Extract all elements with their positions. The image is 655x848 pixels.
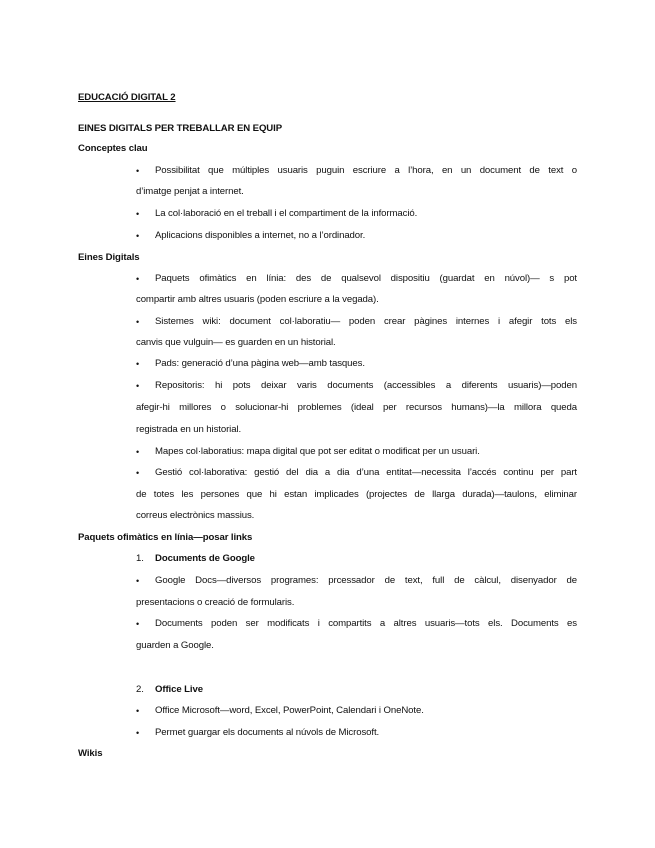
concepts-heading: Conceptes clau xyxy=(78,143,148,154)
bullet-icon: • xyxy=(136,166,140,176)
bullet-icon: • xyxy=(136,706,140,716)
wikis-heading: Wikis xyxy=(78,748,103,759)
google-item-1-line-2: presentacions o creació de formularis. xyxy=(136,597,295,608)
tools-heading: Eines Digitals xyxy=(78,252,140,263)
concept-item-1-line-2: d’imatge penjat a internet. xyxy=(136,186,244,197)
google-title: Documents de Google xyxy=(155,553,255,564)
document-title: EDUCACIÓ DIGITAL 2 xyxy=(78,92,176,103)
office-suites-heading: Paquets ofimàtics en línia—posar links xyxy=(78,532,253,543)
concept-item-1-line-1: Possibilitat que múltiples usuaris puguin escriure a l’hora, en un document de text o xyxy=(155,165,577,176)
tool-item-3: Pads: generació d’una pàgina web—amb tasques. xyxy=(155,358,365,369)
bullet-icon: • xyxy=(136,317,140,327)
bullet-icon: • xyxy=(136,274,140,284)
bullet-icon: • xyxy=(136,468,140,478)
concept-item-3: Aplicacions disponibles a internet, no a l’ordinador. xyxy=(155,230,366,241)
section-heading: EINES DIGITALS PER TREBALLAR EN EQUIP xyxy=(78,123,283,134)
tool-item-1-line-1: Paquets ofimàtics en línia: des de qualsevol dispositiu (guardat en núvol)— s pot xyxy=(155,273,577,284)
bullet-icon: • xyxy=(136,447,140,457)
tool-item-1-line-2: compartir amb altres usuaris (poden escriure a la vegada). xyxy=(136,294,379,305)
bullet-icon: • xyxy=(136,209,140,219)
google-item-1-line-1: Google Docs—diversos programes: prcessador de text, full de càlcul, disenyador de xyxy=(155,575,577,586)
bullet-icon: • xyxy=(136,359,140,369)
tool-item-6-line-2: de totes les persones que hi estan implicades (projectes de llarga durada)—taulons, eliminar xyxy=(136,489,577,500)
bullet-icon: • xyxy=(136,728,140,738)
bullet-icon: • xyxy=(136,576,140,586)
google-item-2-line-1: Documents poden ser modificats i compartits a altres usuaris—tots els. Documents es xyxy=(155,618,577,629)
tool-item-6-line-3: correus electrònics massius. xyxy=(136,510,255,521)
bullet-icon: • xyxy=(136,231,140,241)
office-live-item-1: Office Microsoft—word, Excel, PowerPoint, Calendari i OneNote. xyxy=(155,705,424,716)
tool-item-2-line-1: Sistemes wiki: document col·laboratiu— poden crear pàgines internes i afegir tots els xyxy=(155,316,577,327)
concept-item-2: La col·laboració en el treball i el compartiment de la informació. xyxy=(155,208,418,219)
tool-item-5: Mapes col·laboratius: mapa digital que pot ser editat o modificat per un usuari. xyxy=(155,446,480,457)
tool-item-2-line-2: canvis que vulguin— es guarden en un historial. xyxy=(136,337,336,348)
tool-item-6-line-1: Gestió col·laborativa: gestió del dia a dia d’una entitat—necessita l’accés continu per part xyxy=(155,467,577,478)
office-live-number: 2. xyxy=(136,684,144,695)
tool-item-4-line-1: Repositoris: hi pots deixar varis documents (accessibles a diferents usuaris)—poden xyxy=(155,380,577,391)
bullet-icon: • xyxy=(136,619,140,629)
bullet-icon: • xyxy=(136,381,140,391)
google-item-2-line-2: guarden a Google. xyxy=(136,640,214,651)
google-number: 1. xyxy=(136,553,144,564)
office-live-title: Office Live xyxy=(155,684,203,695)
tool-item-4-line-2: afegir-hi millores o solucionar-hi problemes (ideal per recursos humans)—la millora queda xyxy=(136,402,577,413)
tool-item-4-line-3: registrada en un historial. xyxy=(136,424,242,435)
office-live-item-2: Permet guargar els documents al núvols de Microsoft. xyxy=(155,727,380,738)
